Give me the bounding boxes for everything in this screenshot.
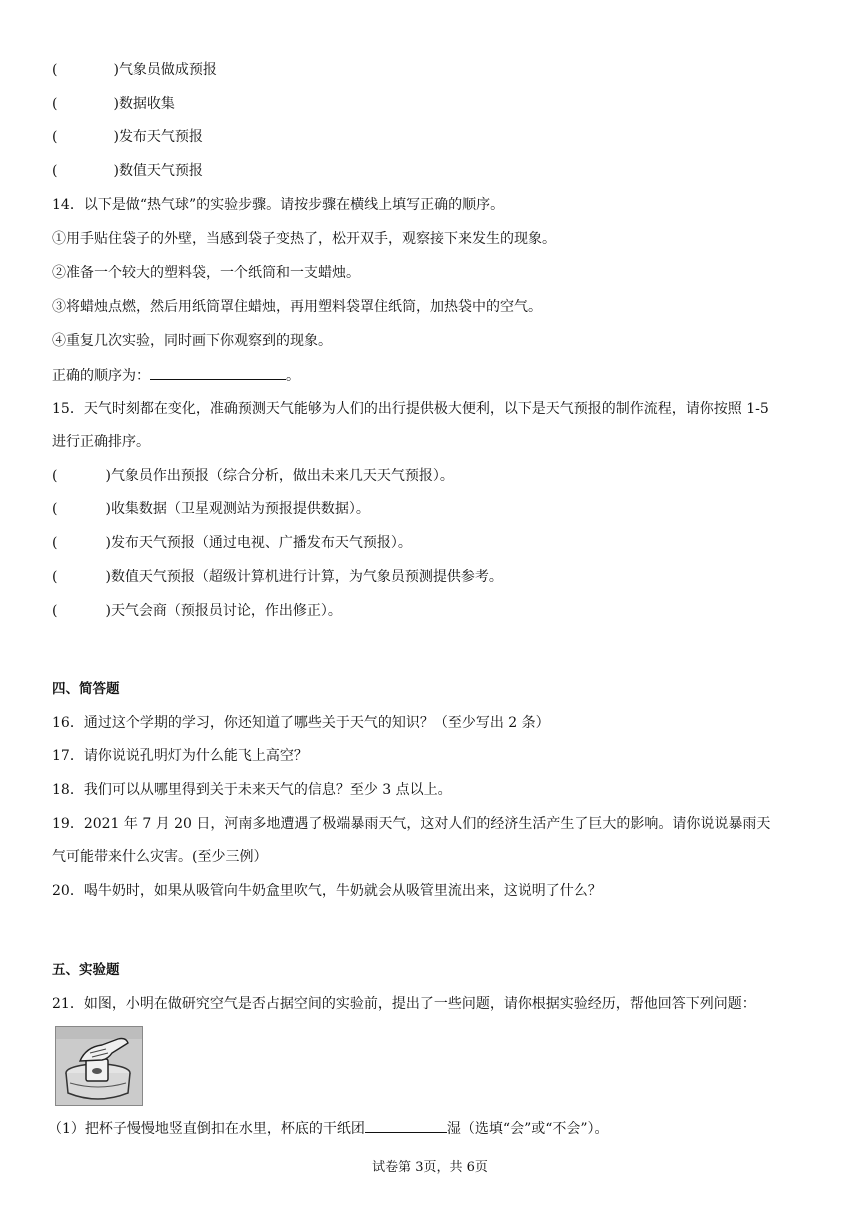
- q21-text: 21．如图，小明在做研究空气是否占据空间的实验前，提出了一些问题，请你根据实验经历，帮他回答下列问题：: [52, 996, 756, 1012]
- q13-item-4: ( )数值天气预报: [52, 163, 203, 179]
- page-footer: 试卷第 3页，共 6页: [372, 1160, 488, 1175]
- q14-answer-label: 正确的顺序为：: [52, 368, 150, 384]
- q14-step-2: ②准备一个较大的塑料袋，一个纸筒和一支蜡烛。: [52, 265, 360, 281]
- q13-item-2: ( )数据收集: [52, 96, 175, 112]
- q19-line1: 19．2021 年 7 月 20 日，河南多地遭遇了极端暴雨天气，这对人们的经济生活产生了巨大的影响。请你说说暴雨天: [52, 816, 771, 832]
- q13-item-3: ( )发布天气预报: [52, 129, 203, 145]
- q15-stem-line2: 进行正确排序。: [52, 434, 150, 450]
- q20-text: 20．喝牛奶时，如果从吸管向牛奶盒里吹气，牛奶就会从吸管里流出来，这说明了什么？: [52, 883, 602, 899]
- q14-answer-line: 正确的顺序为： 。: [52, 365, 820, 386]
- q17-text: 17．请你说说孔明灯为什么能飞上高空？: [52, 748, 308, 764]
- q21-sub1: （1）把杯子慢慢地竖直倒扣在水里，杯底的干纸团 湿（选填“会”或“不会”）。: [48, 1118, 820, 1139]
- q19-line2: 气可能带来什么灾害。(至少三例）: [52, 849, 268, 865]
- q15-item-2: ( )收集数据（卫星观测站为预报提供数据）。: [52, 501, 370, 517]
- q14-step-1: ①用手贴住袋子的外壁，当感到袋子变热了，松开双手，观察接下来发生的现象。: [52, 231, 556, 247]
- q15-item-1: ( )气象员作出预报（综合分析，做出未来几天天气预报）。: [52, 468, 454, 484]
- q14-stem: 14．以下是做“热气球”的实验步骤。请按步骤在横线上填写正确的顺序。: [52, 197, 505, 213]
- cup-in-water-illustration: [56, 1027, 142, 1105]
- q15-item-5: ( )天气会商（预报员讨论，作出修正）。: [52, 603, 342, 619]
- q15-stem-line1: 15．天气时刻都在变化，准确预测天气能够为人们的出行提供极大便利，以下是天气预报的制作流程，请你按照 1-5: [52, 401, 769, 417]
- q14-step-3: ③将蜡烛点燃，然后用纸筒罩住蜡烛，再用塑料袋罩住纸筒，加热袋中的空气。: [52, 299, 542, 315]
- q18-text: 18．我们可以从哪里得到关于未来天气的信息？至少 3 点以上。: [52, 782, 452, 798]
- section-4-heading: 四、简答题: [52, 681, 120, 697]
- q15-item-3: ( )发布天气预报（通过电视、广播发布天气预报）。: [52, 535, 412, 551]
- q16-text: 16．通过这个学期的学习，你还知道了哪些关于天气的知识？（至少写出 2 条）: [52, 715, 550, 731]
- section-5-heading: 五、实验题: [52, 962, 120, 978]
- q14-answer-blank[interactable]: [150, 365, 286, 380]
- q14-step-4: ④重复几次实验，同时画下你观察到的现象。: [52, 333, 332, 349]
- q21-sub1-blank[interactable]: [365, 1118, 447, 1133]
- q13-item-1: ( )气象员做成预报: [52, 62, 217, 78]
- q15-item-4: ( )数值天气预报（超级计算机进行计算，为气象员预测提供参考。: [52, 569, 503, 585]
- experiment-photo: [55, 1026, 143, 1106]
